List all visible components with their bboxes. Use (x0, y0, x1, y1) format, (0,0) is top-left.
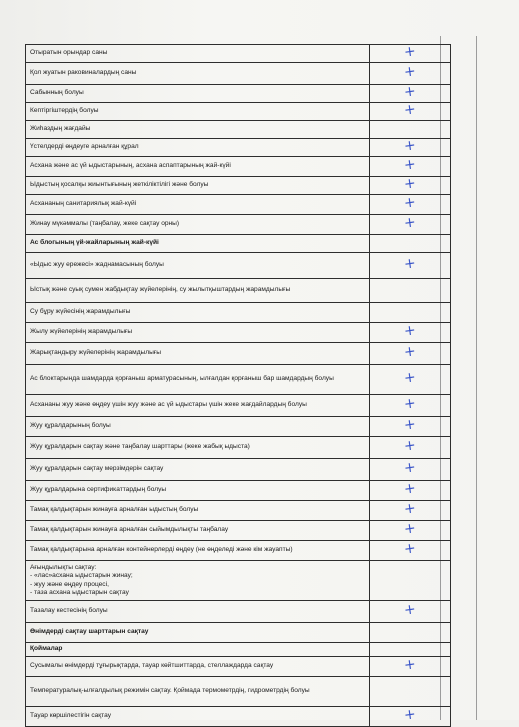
item-label: Ыстық және суық сумен жабдықтау жүйелерінің, су жылытқыштардың жарамдылығы (26, 279, 370, 303)
check-cell (370, 177, 451, 195)
item-label: Асхананың санитариялық жай-күйі (26, 195, 370, 215)
right-margin-rule (476, 36, 477, 720)
handwritten-plus-mark: + (403, 255, 417, 274)
handwritten-plus-mark: + (403, 540, 417, 559)
checklist-row (26, 437, 451, 459)
check-cell (370, 45, 451, 63)
section-title: Ас блогының үй-жайларының жай-күйі (26, 235, 370, 253)
check-cell (370, 707, 451, 727)
checklist-row (26, 63, 451, 85)
item-label: Тазалау кестесінің болуы (26, 601, 370, 623)
checklist-body (26, 45, 451, 727)
checklist-row (26, 395, 451, 417)
checklist-row (26, 501, 451, 521)
check-cell (370, 541, 451, 561)
check-cell (370, 365, 451, 395)
checklist-row (26, 45, 451, 63)
handwritten-plus-mark: + (403, 194, 417, 213)
section-title: Өнімдерді сақтау шарттарын сақтау (26, 623, 370, 643)
handwritten-plus-mark: + (403, 83, 417, 102)
handwritten-plus-mark: + (403, 101, 417, 120)
section-row (26, 643, 451, 657)
checklist-row (26, 323, 451, 343)
item-label-line: - жуу және өңдеу процесі, (30, 580, 109, 588)
check-cell (370, 121, 451, 139)
item-label: Жуу құралдарын сақтау мерзімдерін сақтау (26, 459, 370, 481)
check-cell (370, 235, 451, 253)
item-label: Жарықтандыру жүйелерінің жарамдылығы (26, 343, 370, 365)
handwritten-plus-mark: + (403, 656, 417, 675)
handwritten-plus-mark: + (403, 63, 417, 82)
checklist-row (26, 121, 451, 139)
handwritten-plus-mark: + (403, 480, 417, 499)
checklist-row (26, 139, 451, 157)
item-label: Отыратын орындар саны (26, 45, 370, 63)
handwritten-plus-mark: + (403, 175, 417, 194)
handwritten-plus-mark: + (403, 156, 417, 175)
checklist-row (26, 253, 451, 279)
checklist-row (26, 103, 451, 121)
item-label: Жуу құралдарының болуы (26, 417, 370, 437)
checklist-row (26, 157, 451, 177)
check-cell (370, 253, 451, 279)
checklist-row (26, 601, 451, 623)
check-cell (370, 395, 451, 417)
checklist-row (26, 195, 451, 215)
item-label: Ас блоктарында шамдарда қорғаныш арматураcының, ылғалдан қорғаныш бар шамдардың болуы (26, 365, 370, 395)
checklist-row (26, 177, 451, 195)
check-cell (370, 279, 451, 303)
check-cell (370, 521, 451, 541)
inspection-checklist-table (25, 44, 451, 727)
handwritten-plus-mark: + (403, 369, 417, 388)
check-cell (370, 63, 451, 85)
check-cell (370, 657, 451, 677)
check-cell (370, 677, 451, 707)
handwritten-plus-mark: + (403, 395, 417, 414)
checklist-row (26, 521, 451, 541)
handwritten-plus-mark: + (403, 520, 417, 539)
item-label: Жуу құралдарын сақтау және таңбалау шарттары (жеке жабық ыдыста) (26, 437, 370, 459)
item-label: Жиһаздың жағдайы (26, 121, 370, 139)
handwritten-plus-mark: + (403, 43, 417, 62)
check-cell (370, 343, 451, 365)
handwritten-plus-mark: + (403, 437, 417, 456)
item-label: Үстелдерді өңдеуге арналған құрал (26, 139, 370, 157)
item-label: Жинау мүкәммалы (таңбалау, жеке сақтау орны) (26, 215, 370, 235)
handwritten-plus-mark: + (403, 343, 417, 362)
checklist-row (26, 303, 451, 323)
item-label: Жылу жүйелерінің жарамдылығы (26, 323, 370, 343)
item-label (26, 561, 370, 601)
check-cell (370, 103, 451, 121)
check-cell (370, 501, 451, 521)
check-cell (370, 481, 451, 501)
check-cell (370, 437, 451, 459)
section-row (26, 235, 451, 253)
item-label: Жуу құралдарына сертификаттардың болуы (26, 481, 370, 501)
item-label: Ыдыстың қосалқы жиынтығының жеткіліктілігі және болуы (26, 177, 370, 195)
handwritten-plus-mark: + (403, 459, 417, 478)
checklist-row (26, 215, 451, 235)
item-label-line: - таза асхана ыдыстарын сақтау (30, 588, 129, 596)
checklist-row (26, 657, 451, 677)
check-cell (370, 417, 451, 437)
item-label: Су бұру жүйесінің жарамдылығы (26, 303, 370, 323)
check-cell (370, 323, 451, 343)
check-cell (370, 195, 451, 215)
handwritten-plus-mark: + (403, 322, 417, 341)
handwritten-plus-mark: + (403, 416, 417, 435)
checklist-row (26, 561, 451, 601)
check-cell (370, 459, 451, 481)
check-cell (370, 215, 451, 235)
item-label: Қол жуатын раковиналардың саны (26, 63, 370, 85)
checklist-row (26, 459, 451, 481)
item-label: Кептіргіштердің болуы (26, 103, 370, 121)
check-cell (370, 85, 451, 103)
item-label: Сусымалы өнімдерді тұғырықтарда, тауар көйтшиттарда, стеллаждарда сақтау (26, 657, 370, 677)
checklist-row (26, 707, 451, 727)
section-title: Қоймалар (26, 643, 370, 657)
check-cell (370, 623, 451, 643)
check-cell (370, 139, 451, 157)
checklist-row (26, 343, 451, 365)
checklist-row (26, 85, 451, 103)
item-label: Асхана және ас үй ыдыстарының, асхана аспаптарының жай-күйі (26, 157, 370, 177)
item-label: Сабынның болуы (26, 85, 370, 103)
item-label: Асхананы жуу және өңдеу үшін жуу және ас үй ыдыстары үшін жеке жағдайлардың болуы (26, 395, 370, 417)
check-cell (370, 601, 451, 623)
item-label: Тауар көршілестігін сақтау (26, 707, 370, 727)
item-label: Тамақ қалдықтарын жинауға арналған ыдыстың болуы (26, 501, 370, 521)
item-label: «Ыдыс жуу ережесі» жаднамасының болуы (26, 253, 370, 279)
item-label: Температуралық-ылғалдылық режимін сақтау. Қоймада термометрдің, гидрометрдің болуы (26, 677, 370, 707)
check-cell (370, 643, 451, 657)
checklist-row (26, 365, 451, 395)
checklist-row (26, 417, 451, 437)
item-label-line: Ағындылықты сақтау: (30, 563, 97, 571)
section-row (26, 623, 451, 643)
check-cell (370, 303, 451, 323)
handwritten-plus-mark: + (403, 706, 417, 725)
handwritten-plus-mark: + (403, 214, 417, 233)
checklist-row (26, 677, 451, 707)
handwritten-plus-mark: + (403, 601, 417, 620)
checklist-row (26, 279, 451, 303)
check-cell (370, 561, 451, 601)
check-cell (370, 157, 451, 177)
item-label-line: - «лас»асхана ыдыстарын жинау; (30, 572, 133, 580)
checklist-row (26, 541, 451, 561)
item-label: Тамақ қалдықтарына арналған контейнерлерді өңдеу (не өңделеді және кім жауапты) (26, 541, 370, 561)
item-label: Тамақ қалдықтарын жинауға арналған сыйымдылықты таңбалау (26, 521, 370, 541)
handwritten-plus-mark: + (403, 137, 417, 156)
checklist-row (26, 481, 451, 501)
handwritten-plus-mark: + (403, 500, 417, 519)
